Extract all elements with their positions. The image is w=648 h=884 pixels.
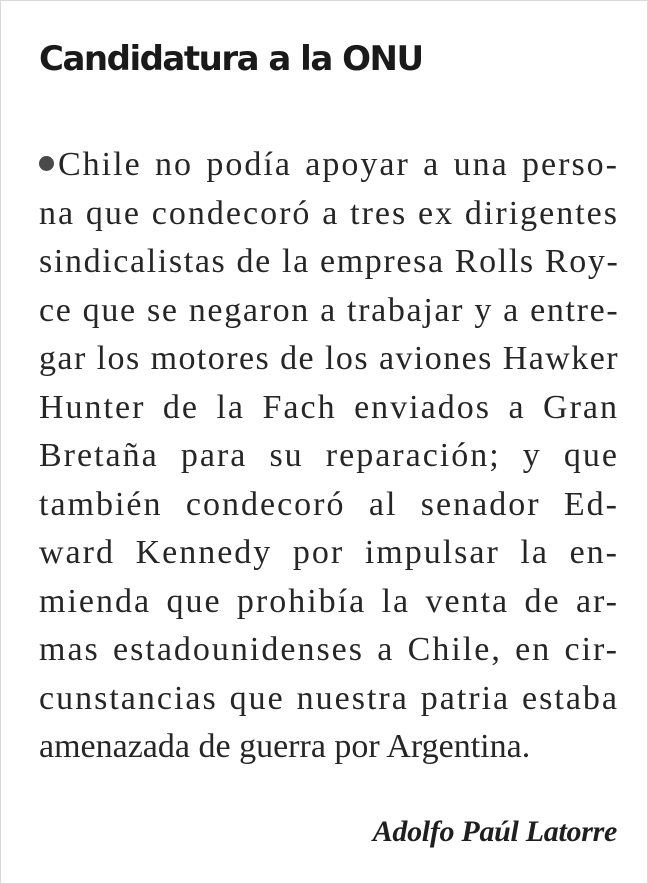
- body-line-7: Bretaña para su reparación; y que: [39, 437, 619, 474]
- body-line-2: na que condecoró a tres ex dirigentes: [39, 194, 619, 232]
- body-line-8: también condecoró al senador Ed-: [39, 485, 619, 523]
- body-line-4: ce que se negaron a trabajar y a entre-: [39, 291, 620, 329]
- body-line-6: Hunter de la Fach enviados a Gran: [39, 388, 619, 426]
- body-line-1-text: Chile no podía apoyar a una perso-: [58, 146, 619, 183]
- body-line-13: amenazada de guerra por Argentina.: [39, 728, 531, 765]
- body-line-10: mienda que prohibía la venta de ar-: [39, 582, 619, 620]
- body-line-12: cunstancias que nuestra patria estaba: [39, 679, 619, 717]
- bullet-icon: [39, 156, 54, 171]
- body-line-9: ward Kennedy por impulsar la en-: [39, 534, 619, 571]
- body-line-11: mas estadounidenses a Chile, en cir-: [39, 631, 619, 668]
- body-line-1: [39, 141, 619, 190]
- article-body: [39, 141, 619, 772]
- author-signature: Adolfo Paúl Latorre: [372, 815, 617, 848]
- body-line-5: gar los motores de los aviones Hawker: [39, 340, 619, 377]
- headline: Candidatura a la ONU: [39, 39, 423, 79]
- body-line-3: sindicalistas de la empresa Rolls Roy-: [39, 243, 620, 280]
